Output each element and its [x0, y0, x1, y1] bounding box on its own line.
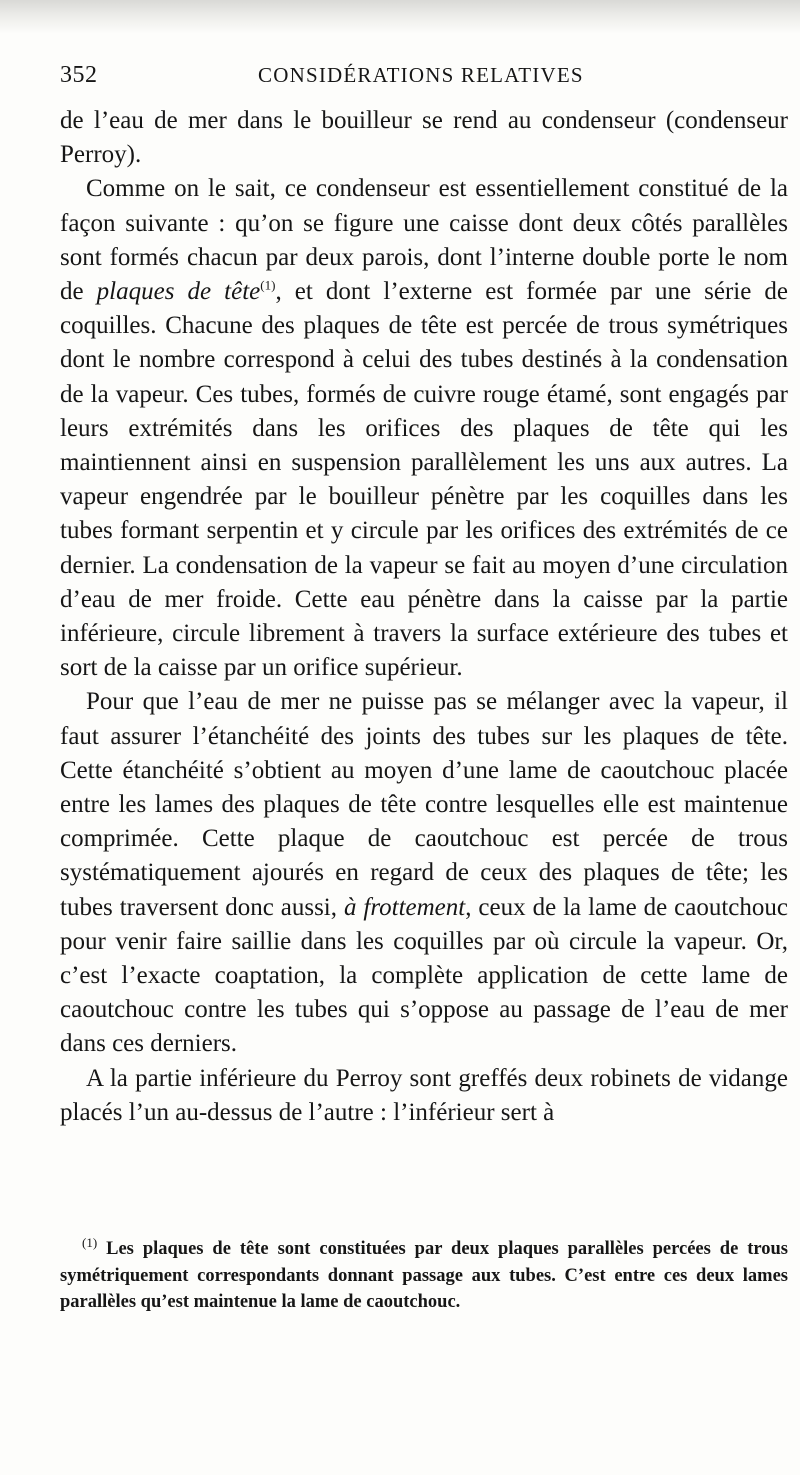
scan-edge-shadow [0, 0, 800, 34]
footnote-text: Les plaques de tête sont constituées par deux plaques parallèles percées de trous symétriquement correspondants donnant passage aux tubes. C’est entre ces deux lames parallèles qu’est maintenue la lame de caoutchouc. [60, 1239, 789, 1312]
page-number: 352 [60, 62, 98, 88]
paragraph-4-text: A la partie inférieure du Perroy sont greffés deux robinets de vidange placés l’un au-dessus de l’autre : l’inférieur sert à [60, 1064, 788, 1126]
paragraph-2-text-b: , et dont l’externe est formée par une série de coquilles. Chacune des plaques de tête est percée de trous symétriques dont le nombre correspond à celui des tubes destinés à la condensation de la vapeur. Ces tubes, formés de cuivre rouge étamé, sont engagés par leurs extrémités dans les orifices des plaques de tête qui les maintiennent ainsi en suspension parallèlement les uns aux autres. La vapeur engendrée par le bouilleur pénètre par les coquilles dans les tubes formant serpentin et y circule par les orifices des extrémités de ce dernier. La condensation de la vapeur se fait au moyen d’une circulation d’eau de mer froide. Cette eau pénètre dans la caisse par la partie inférieure, circule librement à travers la surface extérieure des tubes et sort de la caisse par un orifice supérieur. [60, 278, 788, 682]
body-text [60, 104, 788, 1130]
paragraph-1 [60, 104, 788, 172]
page-header [60, 62, 740, 98]
footnote-reference: (1) [260, 277, 276, 293]
paragraph-2 [60, 172, 788, 685]
paragraph-2-text-a: Comme on le sait, ce condenseur est essentiellement constitué de la façon suivante : qu’on se figure une caisse dont deux côtés parallèles sont formés chacun par deux parois, dont l’interne double porte le nom de [60, 175, 788, 306]
paragraph-3-text-a: Pour que l’eau de mer ne puisse pas se mélanger avec la vapeur, il faut assurer l’étanchéité des joints des tubes sur les plaques de tête. Cette étanchéité s’obtient au moyen d’une lame de caoutchouc placée entre les lames des plaques de tête contre lesquelles elle est maintenue comprimée. Cette plaque de caoutchouc est percée de trous systématiquement ajourés en regard de ceux des plaques de tête; les tubes traversent donc aussi, [60, 688, 788, 921]
paragraph-3-text-b: , ceux de la lame de caoutchouc pour venir faire saillie dans les coquilles par où circule la vapeur. Or, c’est l’exacte coaptation, la complète application de cette lame de caoutchouc contre les tubes qui s’oppose au passage de l’eau de mer dans ces derniers. [60, 893, 788, 1058]
paragraph-3-italic-term: à frottement [343, 893, 466, 921]
running-title: CONSIDÉRATIONS RELATIVES [258, 63, 584, 87]
paragraph-2-italic-term: plaques de tête [96, 278, 261, 306]
paragraph-3 [60, 685, 788, 1061]
footnote-1 [60, 1236, 788, 1316]
paragraph-4 [60, 1062, 788, 1130]
footnotes [60, 1236, 788, 1316]
footnote-marker: (1) [82, 1234, 98, 1250]
paragraph-1-text: de l’eau de mer dans le bouilleur se rend au condenseur (condenseur Perroy). [60, 107, 788, 169]
